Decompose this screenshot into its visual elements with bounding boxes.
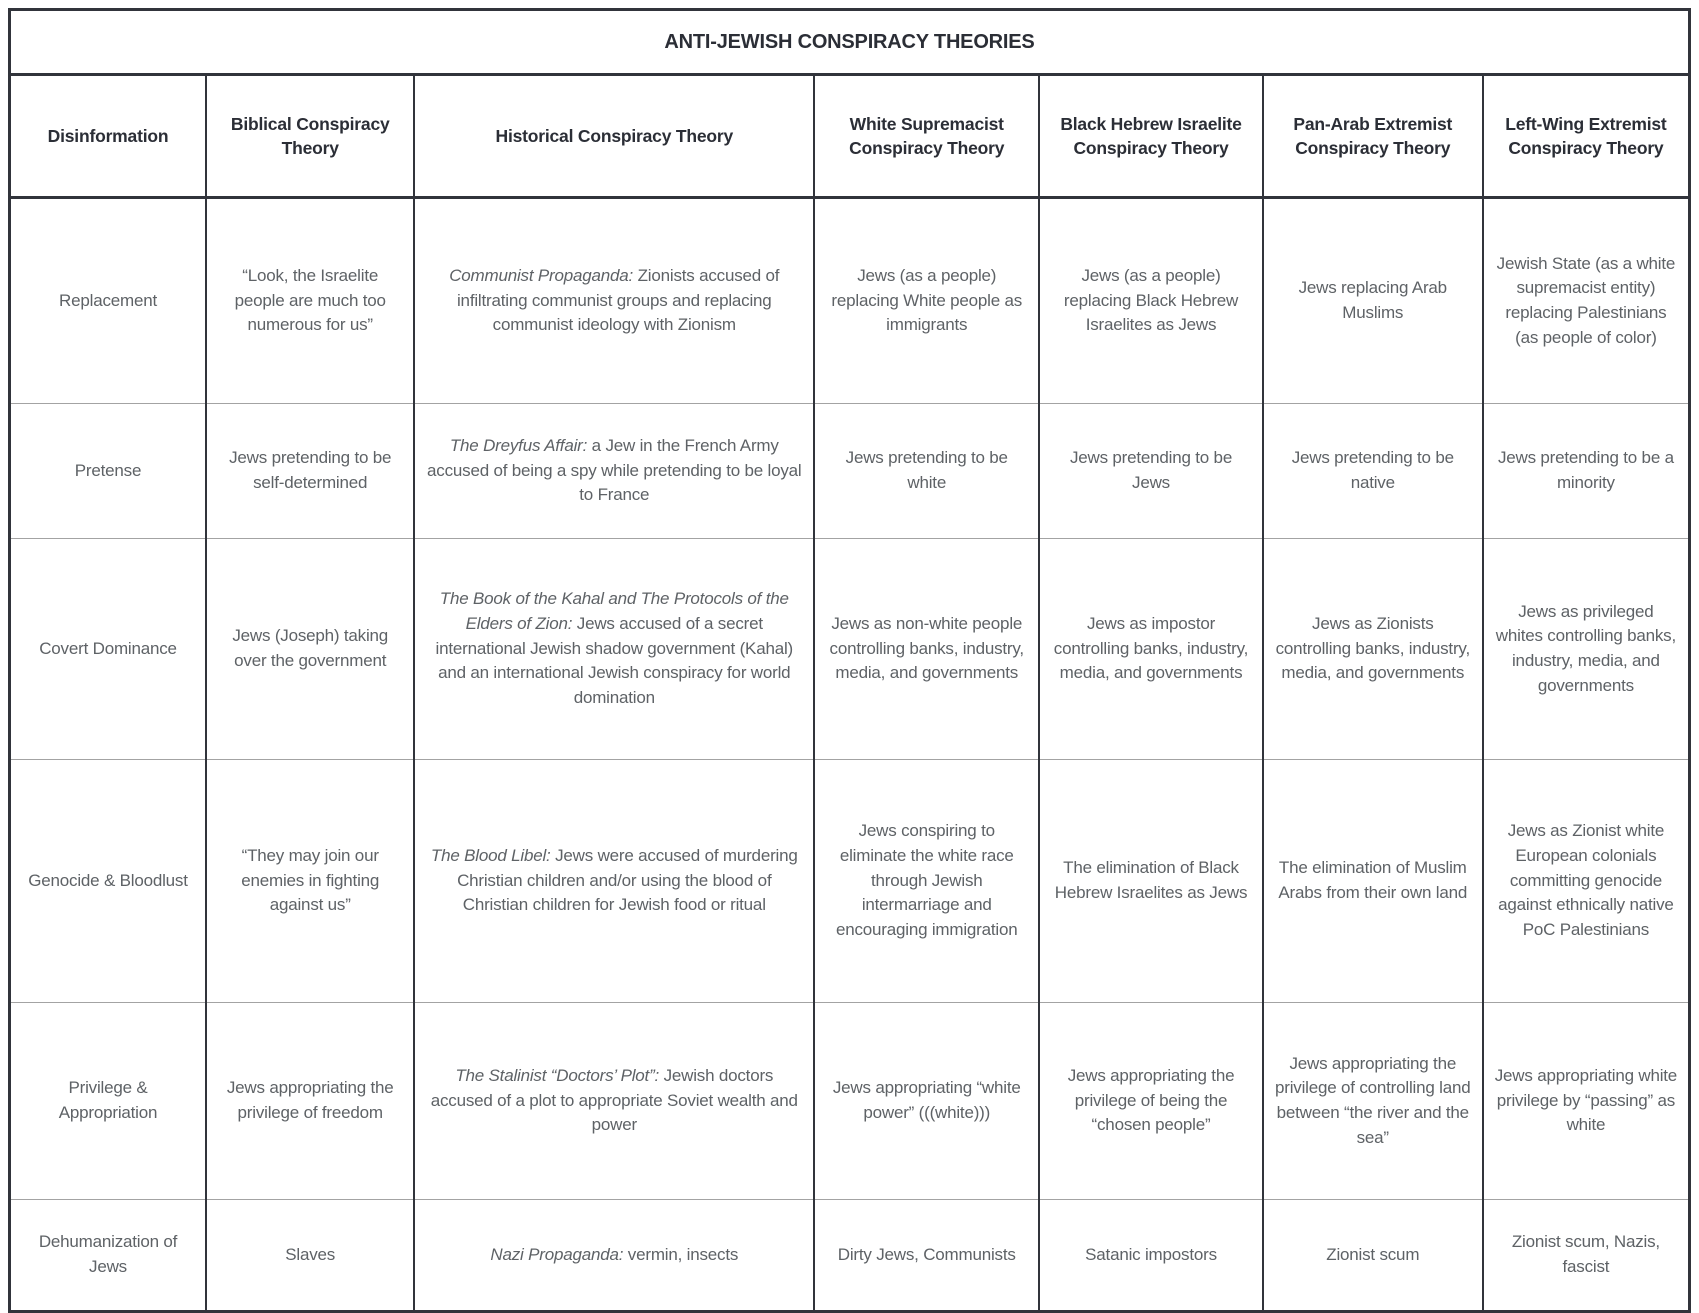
table-cell: Jews appropriating “white power” (((white))) [814,1003,1039,1200]
table-cell: Jews as privileged whites controlling banks, industry, media, and governments [1483,539,1690,760]
table-cell: Slaves [206,1200,414,1312]
table-cell: Jews appropriating the privilege of controlling land between “the river and the sea” [1263,1003,1483,1200]
table-cell [414,1200,814,1312]
table-cell: Jews appropriating the privilege of freedom [206,1003,414,1200]
table-row-covert-dominance [10,539,1690,760]
table-cell: Jews as Zionist white European colonials committing genocide against ethnically native PoC Palestinians [1483,760,1690,1003]
column-header-pan-arab: Pan-Arab Extremist Conspiracy Theory [1263,75,1483,198]
cell-text: Jews accused of a secret international Jewish shadow government (Kahal) and an international Jewish conspiracy for world domination [435,614,793,707]
table-cell: Jews pretending to be a minority [1483,404,1690,539]
conspiracy-theories-table [8,8,1691,1313]
cell-lead-italic: The Dreyfus Affair: [449,436,588,456]
table-cell: The elimination of Muslim Arabs from their own land [1263,760,1483,1003]
column-header-black-hebrew-israelite: Black Hebrew Israelite Conspiracy Theory [1039,75,1262,198]
table-cell: “Look, the Israelite people are much too numerous for us” [206,198,414,404]
table-cell: Jews appropriating the privilege of being the “chosen people” [1039,1003,1262,1200]
cell-lead-italic: Nazi Propaganda: [490,1244,624,1264]
table-cell: Jews pretending to be white [814,404,1039,539]
table-cell: Jews (as a people) replacing Black Hebrew Israelites as Jews [1039,198,1262,404]
table-cell [414,539,814,760]
table-cell: “They may join our enemies in fighting against us” [206,760,414,1003]
header-row [10,75,1690,198]
table-cell: Jews as non-white people controlling banks, industry, media, and governments [814,539,1039,760]
column-header-white-supremacist: White Supremacist Conspiracy Theory [814,75,1039,198]
row-label: Pretense [10,404,207,539]
cell-lead-italic: The Stalinist “Doctors’ Plot”: [455,1066,660,1086]
table-cell: Jews pretending to be Jews [1039,404,1262,539]
table-title: ANTI-JEWISH CONSPIRACY THEORIES [10,10,1690,75]
table-cell: Zionist scum, Nazis, fascist [1483,1200,1690,1312]
cell-lead-italic: The Book of the Kahal and The Protocols of the Elders of Zion: [439,589,789,634]
table-cell: Zionist scum [1263,1200,1483,1312]
table-cell [414,760,814,1003]
column-header-disinformation: Disinformation [10,75,207,198]
table-row-pretense [10,404,1690,539]
table-cell: Jews as impostor controlling banks, industry, media, and governments [1039,539,1262,760]
table-cell: Jews (as a people) replacing White people as immigrants [814,198,1039,404]
table-cell: Jews pretending to be self-determined [206,404,414,539]
row-label: Covert Dominance [10,539,207,760]
column-header-left-wing: Left-Wing Extremist Conspiracy Theory [1483,75,1690,198]
table-cell: Dirty Jews, Communists [814,1200,1039,1312]
cell-text: Jewish doctors accused of a plot to appropriate Soviet wealth and power [430,1066,798,1135]
table-row-privilege-appropriation [10,1003,1690,1200]
cell-text: vermin, insects [623,1244,739,1264]
row-label: Replacement [10,198,207,404]
cell-text: a Jew in the French Army accused of being a spy while pretending to be loyal to France [427,436,802,505]
row-label: Dehumanization of Jews [10,1200,207,1312]
title-row [10,10,1690,75]
table-cell: Jewish State (as a white supremacist entity) replacing Palestinians (as people of color) [1483,198,1690,404]
table-row-replacement [10,198,1690,404]
row-label: Privilege & Appropriation [10,1003,207,1200]
cell-text: Jews were accused of murdering Christian children and/or using the blood of Christian children for Jewish food or ritual [457,846,798,915]
table-row-dehumanization [10,1200,1690,1312]
table-cell [414,1003,814,1200]
table-cell: Satanic impostors [1039,1200,1262,1312]
table-cell: Jews pretending to be native [1263,404,1483,539]
cell-lead-italic: The Blood Libel: [430,846,551,866]
table-cell: The elimination of Black Hebrew Israelites as Jews [1039,760,1262,1003]
table-cell: Jews appropriating white privilege by “passing” as white [1483,1003,1690,1200]
cell-text: Zionists accused of infiltrating communist groups and replacing communist ideology with Zionism [456,266,780,335]
row-label: Genocide & Bloodlust [10,760,207,1003]
table-cell: Jews (Joseph) taking over the government [206,539,414,760]
table-cell: Jews as Zionists controlling banks, industry, media, and governments [1263,539,1483,760]
table-cell [414,404,814,539]
table-cell [414,198,814,404]
table-cell: Jews conspiring to eliminate the white race through Jewish intermarriage and encouraging immigration [814,760,1039,1003]
column-header-biblical: Biblical Conspiracy Theory [206,75,414,198]
table-cell: Jews replacing Arab Muslims [1263,198,1483,404]
table-row-genocide-bloodlust [10,760,1690,1003]
cell-lead-italic: Communist Propaganda: [449,266,634,286]
column-header-historical: Historical Conspiracy Theory [414,75,814,198]
